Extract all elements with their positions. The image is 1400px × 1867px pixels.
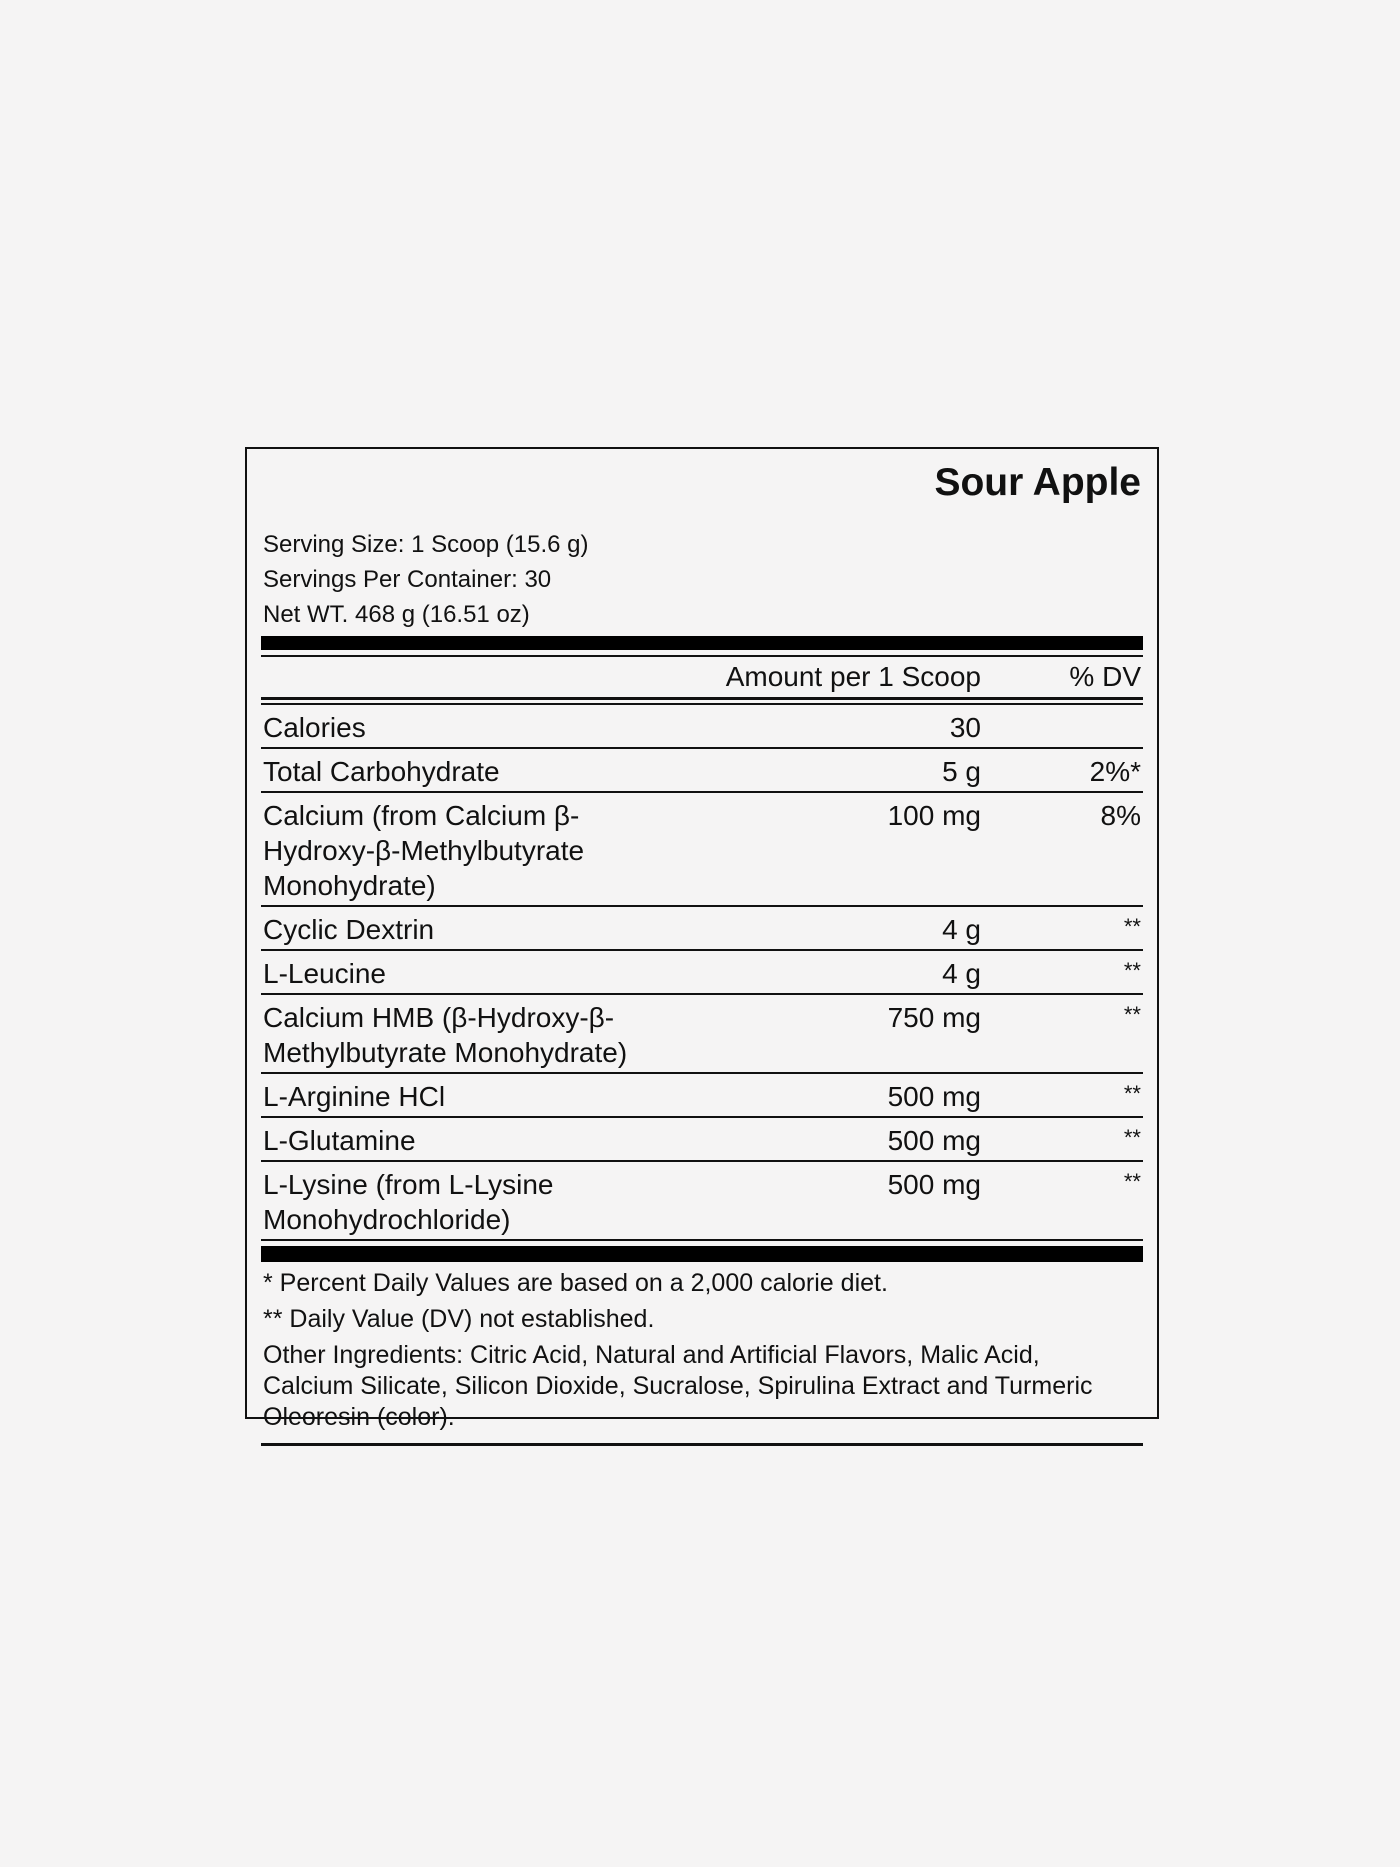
nutrient-name: L-Arginine HCl	[263, 1081, 446, 1112]
final-divider	[261, 1443, 1143, 1446]
column-header-name	[261, 659, 801, 697]
supplement-facts-label	[245, 447, 1159, 1431]
column-header-row	[261, 657, 1143, 697]
column-header-amount: Amount per 1 Scoop	[725, 661, 981, 692]
other-ingredients: Other Ingredients: Citric Acid, Natural and Artificial Flavors, Malic Acid, Calcium Silicate, Silicon Dioxide, Sucralose, Spirulina Extract and Turmeric Oleoresin (color).	[263, 1341, 1093, 1431]
table-row	[261, 907, 1143, 951]
serving-size: Serving Size: 1 Scoop (15.6 g)	[263, 531, 589, 558]
nutrient-dv: 8%	[1100, 800, 1141, 831]
nutrient-dv: 2%*	[1089, 756, 1141, 787]
table-row	[261, 951, 1143, 995]
nutrient-dv: **	[1123, 1002, 1141, 1027]
nutrient-name: L-Glutamine	[263, 1125, 416, 1156]
nutrient-name: Calcium HMB (β-Hydroxy-β-Methylbutyrate Monohydrate)	[263, 1002, 628, 1068]
footnote-daily-values: * Percent Daily Values are based on a 2,000 calorie diet.	[263, 1269, 888, 1297]
net-weight: Net WT. 468 g (16.51 oz)	[263, 601, 530, 628]
nutrient-dv: **	[1123, 1169, 1141, 1194]
nutrient-amount: 30	[949, 712, 981, 743]
nutrient-name: Calories	[263, 712, 366, 743]
table-row	[261, 705, 1143, 749]
footnote-not-established: ** Daily Value (DV) not established.	[263, 1305, 655, 1333]
nutrient-dv: **	[1123, 914, 1141, 939]
table-row	[261, 1074, 1143, 1118]
nutrient-name: Cyclic Dextrin	[263, 914, 435, 945]
nutrient-amount: 500 mg	[887, 1169, 981, 1200]
nutrient-name: L-Lysine (from L-Lysine Monohydrochloride)	[263, 1169, 554, 1235]
table-row	[261, 1162, 1143, 1241]
servings-per-container: Servings Per Container: 30	[263, 566, 552, 593]
nutrient-dv	[981, 710, 1143, 745]
nutrient-table	[261, 705, 1143, 1241]
table-row	[261, 1118, 1143, 1162]
nutrient-amount: 750 mg	[887, 1002, 981, 1033]
nutrient-dv: **	[1123, 1081, 1141, 1106]
nutrient-dv: **	[1123, 958, 1141, 983]
header-double-rule	[261, 697, 1143, 705]
nutrient-amount: 500 mg	[887, 1125, 981, 1156]
nutrient-name: L-Leucine	[263, 958, 386, 989]
table-row	[261, 793, 1143, 907]
nutrient-amount: 100 mg	[887, 800, 981, 831]
nutrient-name: Total Carbohydrate	[263, 756, 500, 787]
thick-divider-bottom	[261, 1246, 1143, 1262]
nutrient-name: Calcium (from Calcium β-Hydroxy-β-Methylbutyrate Monohydrate)	[263, 800, 585, 901]
thick-divider-top	[261, 636, 1143, 650]
column-header-dv: % DV	[1069, 661, 1141, 692]
table-row	[261, 749, 1143, 793]
nutrient-amount: 500 mg	[887, 1081, 981, 1112]
table-row	[261, 995, 1143, 1074]
nutrient-amount: 4 g	[942, 914, 981, 945]
nutrient-amount: 4 g	[942, 958, 981, 989]
nutrient-amount: 5 g	[942, 756, 981, 787]
nutrient-dv: **	[1123, 1125, 1141, 1150]
flavor-title: Sour Apple	[934, 461, 1141, 504]
